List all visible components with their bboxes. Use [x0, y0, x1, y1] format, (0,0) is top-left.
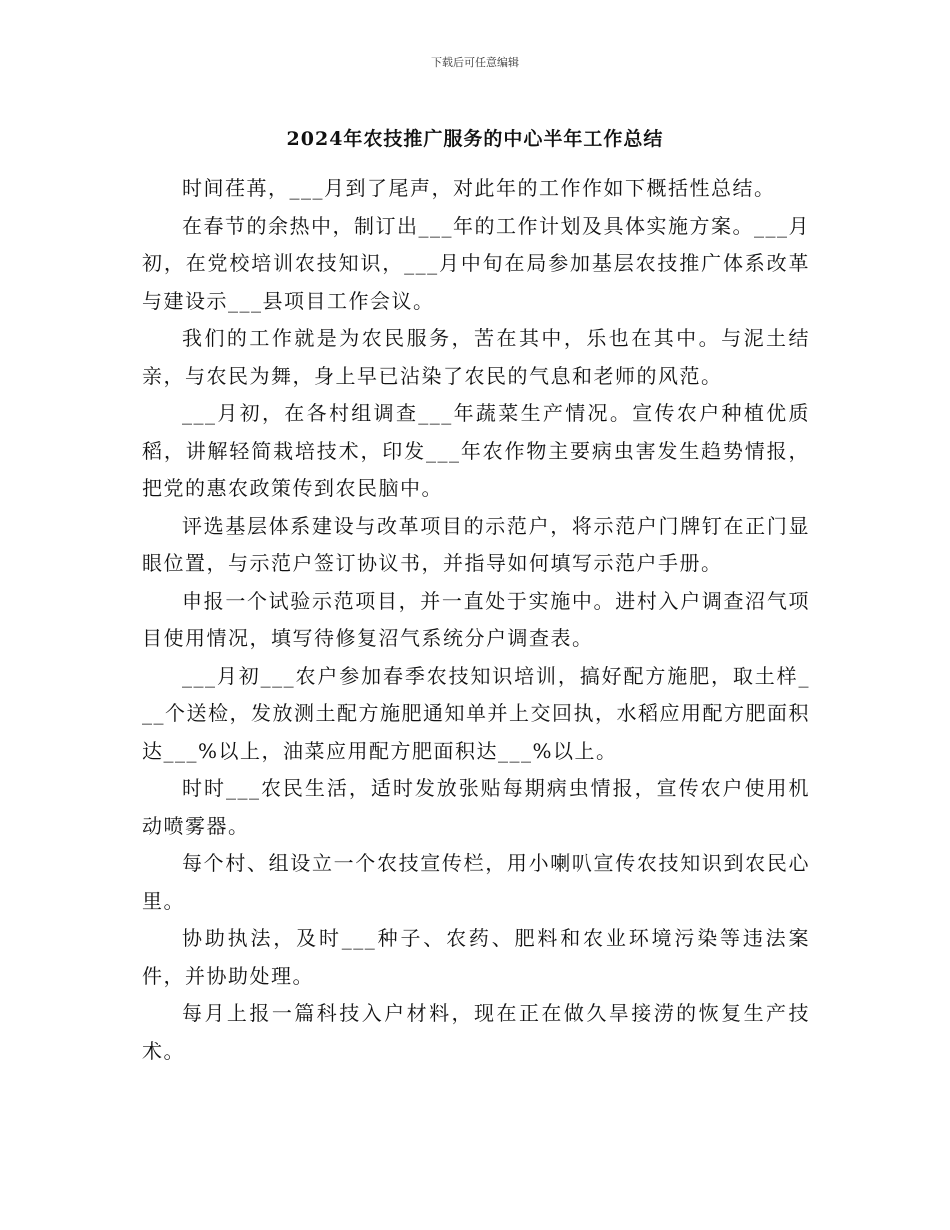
- paragraph: 时时___农民生活，适时发放张贴每期病虫情报，宣传农户使用机动喷雾器。: [142, 776, 810, 838]
- paragraph: ___月初，在各村组调查___年蔬菜生产情况。宣传农户种植优质稻，讲解轻简栽培技术，印发___年农作物主要病虫害发生趋势情报，把党的惠农政策传到农民脑中。: [142, 401, 810, 500]
- paragraph: 协助执法，及时___种子、农药、肥料和农业环境污染等违法案件，并协助处理。: [142, 926, 810, 988]
- paragraph: 每个村、组设立一个农技宣传栏，用小喇叭宣传农技知识到农民心里。: [142, 851, 810, 913]
- paragraph: 在春节的余热中，制订出___年的工作计划及具体实施方案。___月初，在党校培训农技知识，___月中旬在局参加基层农技推广体系改革与建设示___县项目工作会议。: [142, 213, 810, 313]
- document-title: 2024年农技推广服务的中心半年工作总结: [286, 128, 664, 150]
- header-note: 下载后可任意编辑: [431, 56, 519, 69]
- paragraph: 评选基层体系建设与改革项目的示范户，将示范户门牌钉在正门显眼位置，与示范户签订协议书，并指导如何填写示范户手册。: [142, 513, 810, 575]
- document-body: [142, 170, 810, 1070]
- paragraph: 每月上报一篇科技入户材料，现在正在做久旱接涝的恢复生产技术。: [142, 1001, 810, 1063]
- paragraph: 我们的工作就是为农民服务，苦在其中，乐也在其中。与泥土结亲，与农民为舞，身上早已沾染了农民的气息和老师的风范。: [142, 326, 810, 388]
- paragraph: 时间荏苒，___月到了尾声，对此年的工作作如下概括性总结。: [182, 176, 776, 200]
- paragraph: ___月初___农户参加春季农技知识培训，搞好配方施肥，取土样___个送检，发放测土配方施肥通知单并上交回执，水稻应用配方肥面积达___%以上，油菜应用配方肥面积达___%以上。: [142, 663, 810, 763]
- paragraph: 申报一个试验示范项目，并一直处于实施中。进村入户调查沼气项目使用情况，填写待修复沼气系统分户调查表。: [142, 588, 810, 650]
